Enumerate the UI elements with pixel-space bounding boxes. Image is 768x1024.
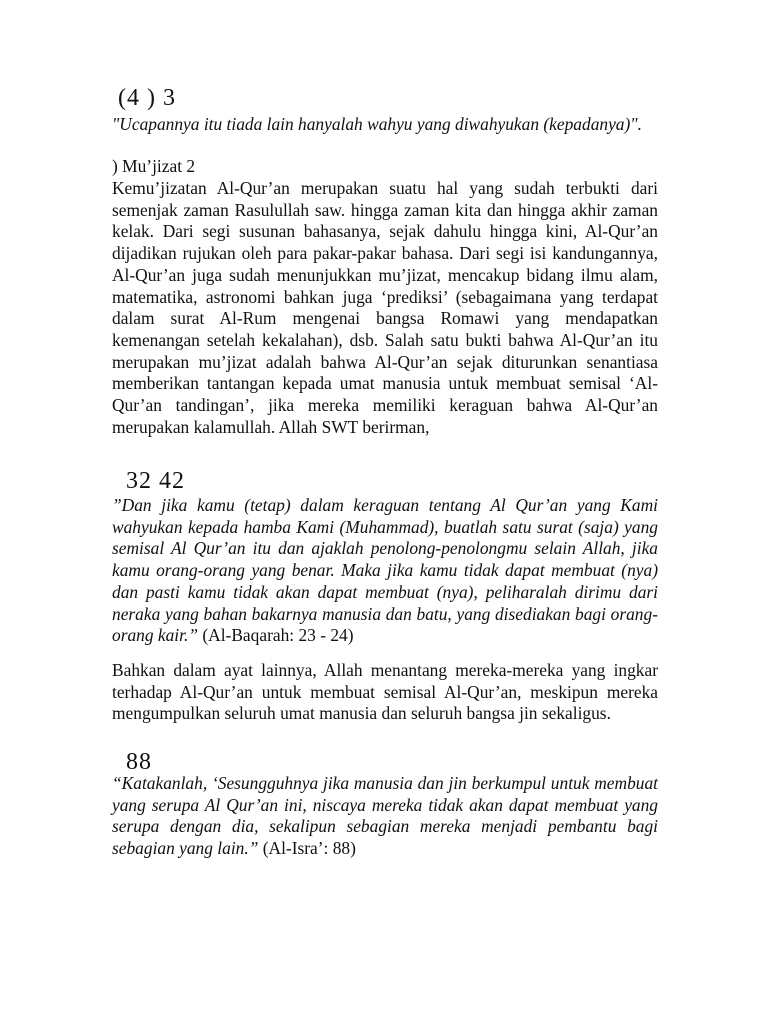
paragraph-kemujizatan: Kemu’jizatan Al-Qur’an merupakan suatu hal yang sudah terbukti dari semenjak zaman Rasulullah saw. hingga zaman kita dan hingga akhir zaman kelak. Dari segi susunan bahasanya, sejak dahulu hingga kini, Al-Qur’an dijadikan rujukan oleh para pakar-pakar bahasa. Dari segi isi kandungannya, Al-Qur’an juga sudah menunjukkan mu’jizat, mencakup bidang ilmu alam, matematika, astronomi bahkan juga ‘prediksi’ (sebagaimana yang terdapat dalam surat Al-Rum mengenai bangsa Romawi yang mendapatkan kemenangan setelah kekalahan), dsb. Salah satu bukti bahwa Al-Qur’an itu merupakan mu’jizat adalah bahwa Al-Qur’an sejak diturunkan senantiasa memberikan tantangan kepada umat manusia untuk membuat semisal ‘Al-Qur’an tandingan’, jika mereka memiliki keraguan bahwa Al-Qur’an merupakan kalamullah. Allah SWT berirman, bbox=[112, 178, 658, 437]
quote-al-isra-reference: (Al-Isra’: 88) bbox=[258, 838, 356, 859]
quote-al-baqarah bbox=[112, 495, 658, 647]
verse-number-heading: (4 ) 3 bbox=[118, 85, 176, 111]
quote-al-baqarah-text: ”Dan jika kamu (tetap) dalam keraguan tentang Al Qur’an yang Kami wahyukan kepada hamba Kami (Muhammad), buatlah satu surat (saja) yang semisal Al Qur’an itu dan ajaklah penolong-penolongmu selain Allah, jika kamu orang-orang yang benar. Maka jika kamu tidak dapat membuat (nya) dan pasti kamu tidak akan dapat membuat (nya), peliharalah dirimu dari neraka yang bahan bakarnya manusia dan batu, yang disediakan bagi orang-orang kair.” bbox=[112, 495, 658, 646]
quote-al-isra bbox=[112, 773, 658, 860]
section-subheading: ) Mu’jizat 2 bbox=[112, 156, 196, 176]
verse-number-heading-2: 32 42 bbox=[126, 468, 185, 494]
quote-al-isra-text: “Katakanlah, ‘Sesungguhnya jika manusia dan jin berkumpul untuk membuat yang serupa Al Qur’an ini, niscaya mereka tidak akan dapat membuat yang serupa dengan dia, sekalipun sebagian mereka menjadi pembantu bagi sebagian yang lain.” bbox=[112, 773, 658, 859]
verse-number-heading-3: 88 bbox=[126, 749, 152, 775]
quote-verse-1: "Ucapannya itu tiada lain hanyalah wahyu yang diwahyukan (kepadanya)". bbox=[112, 114, 642, 134]
paragraph-challenge: Bahkan dalam ayat lainnya, Allah menantang mereka-mereka yang ingkar terhadap Al-Qur’an untuk membuat semisal Al-Qur’an, meskipun mereka mengumpulkan seluruh umat manusia dan seluruh bangsa jin sekaligus. bbox=[112, 660, 658, 724]
quote-al-baqarah-reference: (Al-Baqarah: 23 - 24) bbox=[198, 625, 354, 646]
